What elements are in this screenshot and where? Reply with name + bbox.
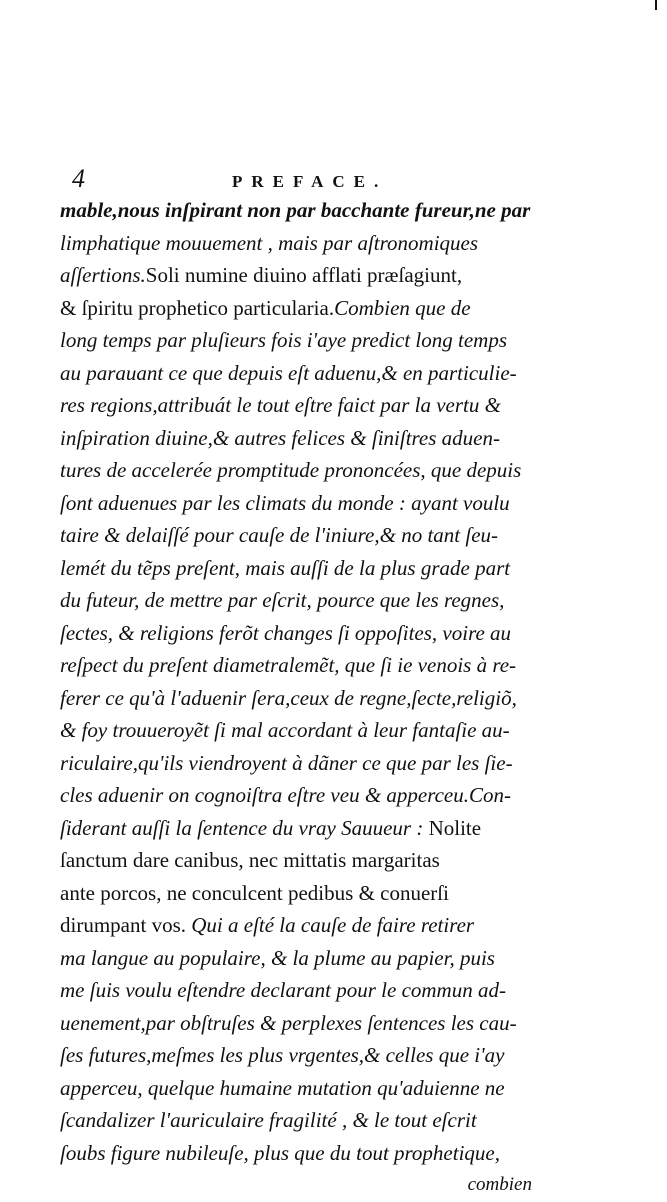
text-segment: ſes futures,meſmes les plus vrgentes,& celles que i'ay — [60, 1043, 505, 1067]
text-line — [60, 812, 536, 845]
text-line — [60, 682, 536, 715]
text-segment: cles aduenir on cognoiſtra eſtre veu & apperceu.Con- — [60, 783, 512, 807]
text-segment: reſpect du preſent diametralemẽt, que ſi ie venois à re- — [60, 653, 517, 677]
text-line — [60, 227, 536, 260]
text-line — [60, 422, 536, 455]
text-segment: inſpiration diuine,& autres felices & ſiniſtres aduen- — [60, 425, 500, 450]
text-segment: ferer ce qu'à l'aduenir ſera,ceux de regne,ſecte,religiõ, — [60, 685, 517, 710]
text-line — [60, 194, 536, 227]
text-segment: ſcandalizer l'auriculaire fragilité , & le tout eſcrit — [60, 1108, 477, 1132]
text-segment: long temps par pluſieurs fois i'aye predict long temps — [60, 328, 508, 352]
text-segment: au parauant ce que depuis eſt aduenu,& en particulie- — [60, 360, 517, 385]
text-line — [60, 292, 536, 325]
text-segment: Soli numine diuino afflati præſagiunt, — [145, 263, 463, 287]
text-line — [60, 324, 536, 357]
text-line — [60, 844, 536, 877]
text-segment: du futeur, de mettre par eſcrit, pource que les regnes, — [60, 588, 505, 612]
text-line — [60, 714, 536, 747]
text-line — [60, 389, 536, 422]
text-segment: res regions,attribuát le tout eſtre faict par la vertu & — [60, 393, 501, 417]
text-segment: Combien que de — [334, 295, 471, 320]
text-segment: me ſuis voulu eſtendre declarant pour le commun ad- — [60, 978, 506, 1002]
text-line — [60, 454, 536, 487]
text-segment: & ſpiritu prophetico particularia. — [60, 295, 335, 320]
text-segment: ſectes, & religions ferõt changes ſi oppoſites, voire au — [60, 620, 512, 645]
text-segment: dirumpant vos. — [60, 913, 192, 937]
text-line — [60, 1072, 536, 1105]
text-segment: ma langue au populaire, & la plume au papier, puis — [60, 945, 495, 970]
text-segment: riculaire,qu'ils viendroyent à dãner ce que par les ſie- — [60, 750, 513, 775]
text-line — [60, 877, 536, 910]
text-segment: ſoubs figure nubileuſe, plus que du tout prophetique, — [60, 1140, 500, 1165]
text-line — [60, 1007, 536, 1040]
text-segment: Nolite — [428, 815, 482, 840]
running-title: PREFACE. — [232, 172, 388, 191]
text-line — [60, 1039, 536, 1072]
text-segment: aſſertions. — [60, 263, 146, 287]
text-segment: limphatique mouuement , mais par aſtronomiques — [60, 230, 479, 255]
text-line — [60, 909, 536, 942]
text-segment: ante porcos, ne conculcent pedibus & conuerſi — [60, 880, 449, 905]
body-text — [60, 194, 536, 1202]
text-segment: ſiderant auſſi la ſentence du vray Sauueur : — [60, 815, 429, 840]
running-head — [72, 164, 542, 193]
text-segment: ſanctum dare canibus, nec mittatis margaritas — [60, 848, 440, 872]
catchword: combien — [467, 1174, 532, 1195]
text-segment: taire & delaiſſé pour cauſe de l'iniure,& no tant ſeu- — [60, 523, 499, 547]
text-line — [60, 747, 536, 780]
text-segment: uenement,par obſtruſes & perplexes ſentences les cau- — [60, 1010, 517, 1035]
text-line — [60, 584, 536, 617]
text-segment: ſont aduenues par les climats du monde : ayant voulu — [60, 490, 510, 515]
text-line — [60, 779, 536, 812]
text-line — [60, 1104, 536, 1137]
page-edge-mark — [655, 0, 657, 10]
text-line — [60, 974, 536, 1007]
text-line — [60, 357, 536, 390]
page-number: 4 — [72, 164, 85, 193]
text-segment: tures de accelerée promptitude prononcées, que depuis — [60, 458, 522, 482]
text-line — [60, 617, 536, 650]
text-line — [60, 487, 536, 520]
text-line — [60, 649, 536, 682]
text-line — [60, 519, 536, 552]
text-segment: mable,nous inſpirant non par bacchante fureur,ne par — [60, 198, 531, 222]
text-line — [60, 259, 536, 292]
text-segment: lemét du tẽps preſent, mais auſſi de la plus grade part — [60, 555, 511, 580]
text-line — [60, 942, 536, 975]
text-line — [60, 552, 536, 585]
text-segment: apperceu, quelque humaine mutation qu'aduienne ne — [60, 1075, 505, 1100]
text-segment: Qui a eſté la cauſe de faire retirer — [191, 913, 475, 937]
text-line — [60, 1137, 536, 1170]
text-segment: & foy trouueroyẽt ſi mal accordant à leur fantaſie au- — [60, 718, 510, 742]
